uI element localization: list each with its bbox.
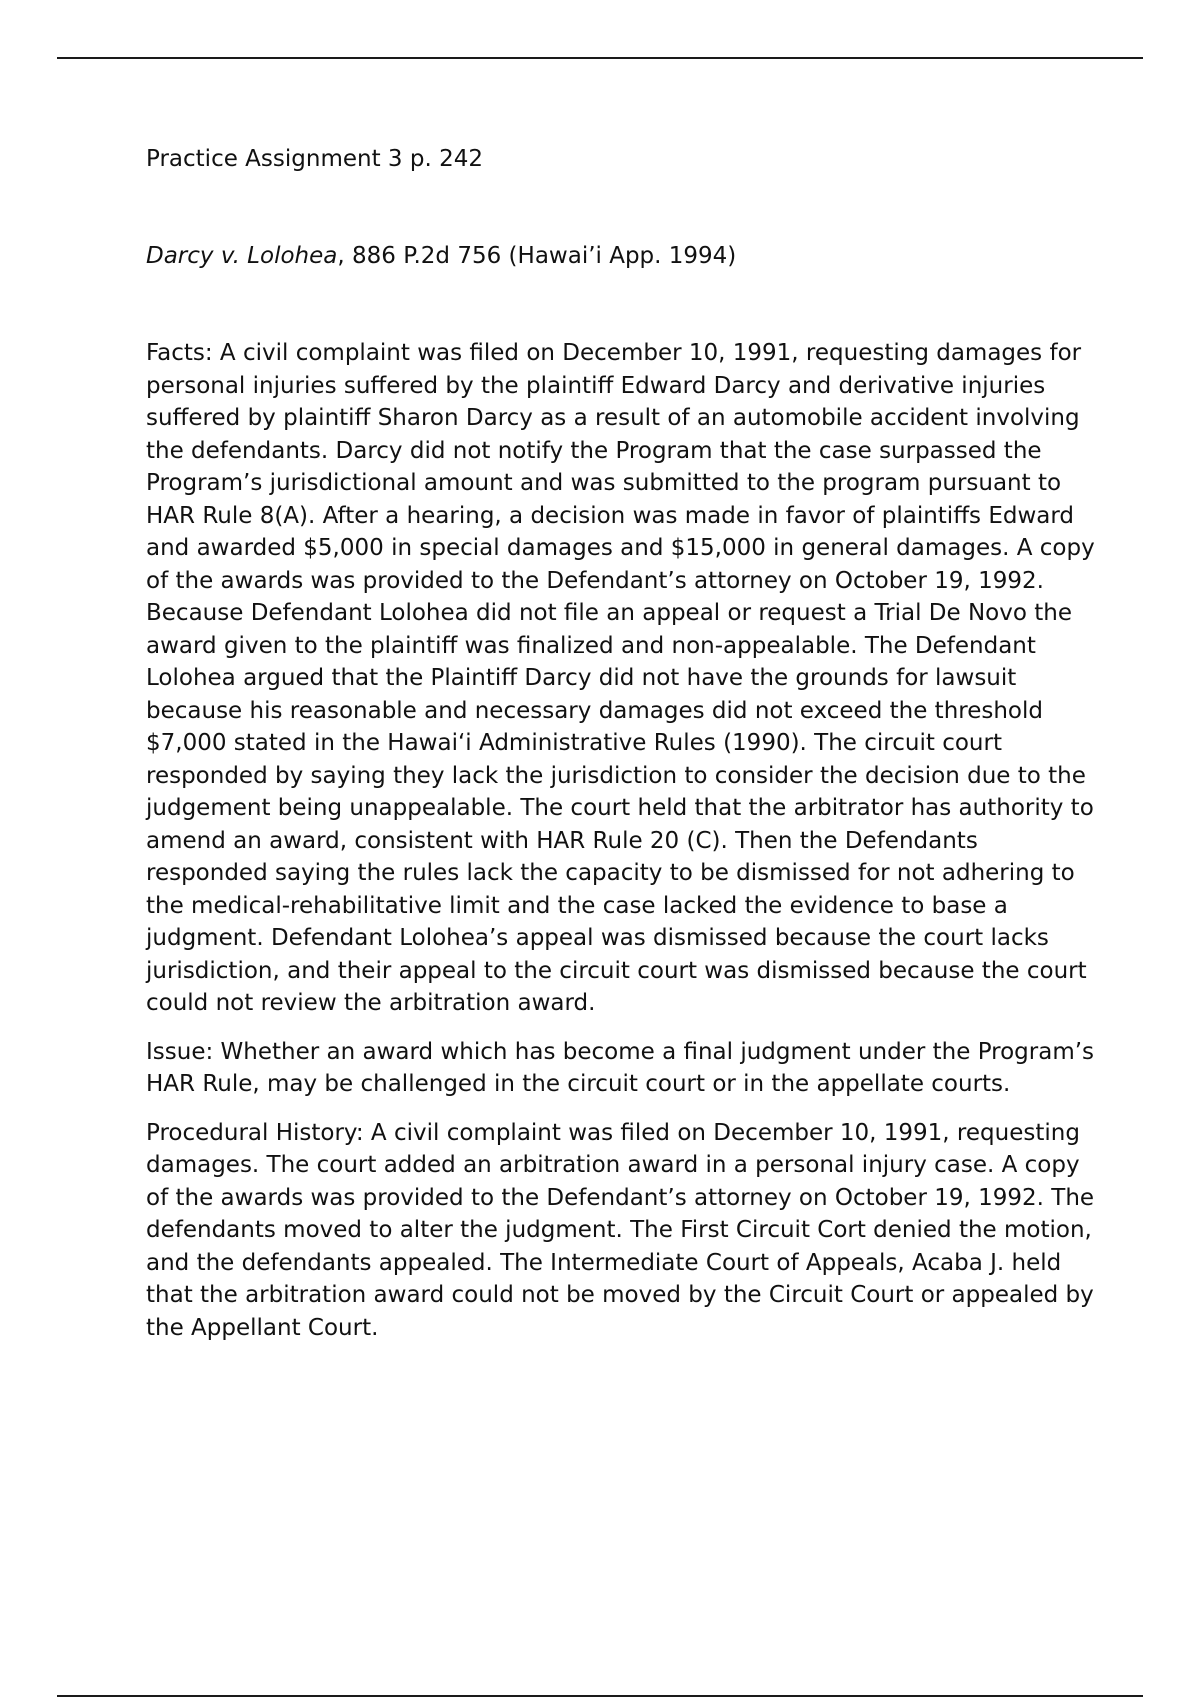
case-name: Darcy v. Lolohea bbox=[146, 243, 338, 269]
procedural-history-paragraph: Procedural History: A civil complaint was filed on December 10, 1991, requesting damages. The court added an arbitration award in a personal injury case. A copy of the awards was provided to the Defendant’s attorney on October 19, 1992. The defendants moved to alter the judgment. The First Circuit Cort denied the motion, and the defendants appealed. The Intermediate Court of Appeals, Acaba J. held that the arbitration award could not be moved by the Circuit Court or appealed by the Appellant Court. bbox=[146, 1119, 1095, 1341]
bottom-divider bbox=[57, 1695, 1143, 1697]
assignment-heading: Practice Assignment 3 p. 242 bbox=[146, 146, 483, 172]
case-reference: , 886 P.2d 756 (Hawai’i App. 1994) bbox=[337, 243, 737, 269]
top-divider bbox=[57, 57, 1143, 59]
document-body bbox=[146, 143, 1096, 1344]
case-citation bbox=[146, 240, 1096, 272]
issue-paragraph: Issue: Whether an award which has become a final judgment under the Program’s HAR Rule, may be challenged in the circuit court or in the appellate courts. bbox=[146, 1038, 1095, 1097]
facts-paragraph: Facts: A civil complaint was filed on December 10, 1991, requesting damages for personal injuries suffered by the plaintiff Edward Darcy and derivative injuries suffered by plaintiff Sharon Darcy as a result of an automobile accident involving the defendants. Darcy did not notify the Program that the case surpassed the Program’s jurisdictional amount and was submitted to the program pursuant to HAR Rule 8(A). After a hearing, a decision was made in favor of plaintiffs Edward and awarded $5,000 in special damages and $15,000 in general damages. A copy of the awards was provided to the Defendant’s attorney on October 19, 1992. Because Defendant Lolohea did not file an appeal or request a Trial De Novo the award given to the plaintiff was finalized and non-appealable. The Defendant Lolohea argued that the Plaintiff Darcy did not have the grounds for lawsuit because his reasonable and necessary damages did not exceed the threshold $7,000 stated in the Hawai‘i Administrative Rules (1990). The circuit court responded by saying they lack the jurisdiction to consider the decision due to the judgement being unappealable. The court held that the arbitrator has authority to amend an award, consistent with HAR Rule 20 (C). Then the Defendants responded saying the rules lack the capacity to be dismissed for not adhering to the medical-rehabilitative limit and the case lacked the evidence to base a judgment. Defendant Lolohea’s appeal was dismissed because the court lacks jurisdiction, and their appeal to the circuit court was dismissed because the court could not review the arbitration award. bbox=[146, 340, 1095, 1016]
